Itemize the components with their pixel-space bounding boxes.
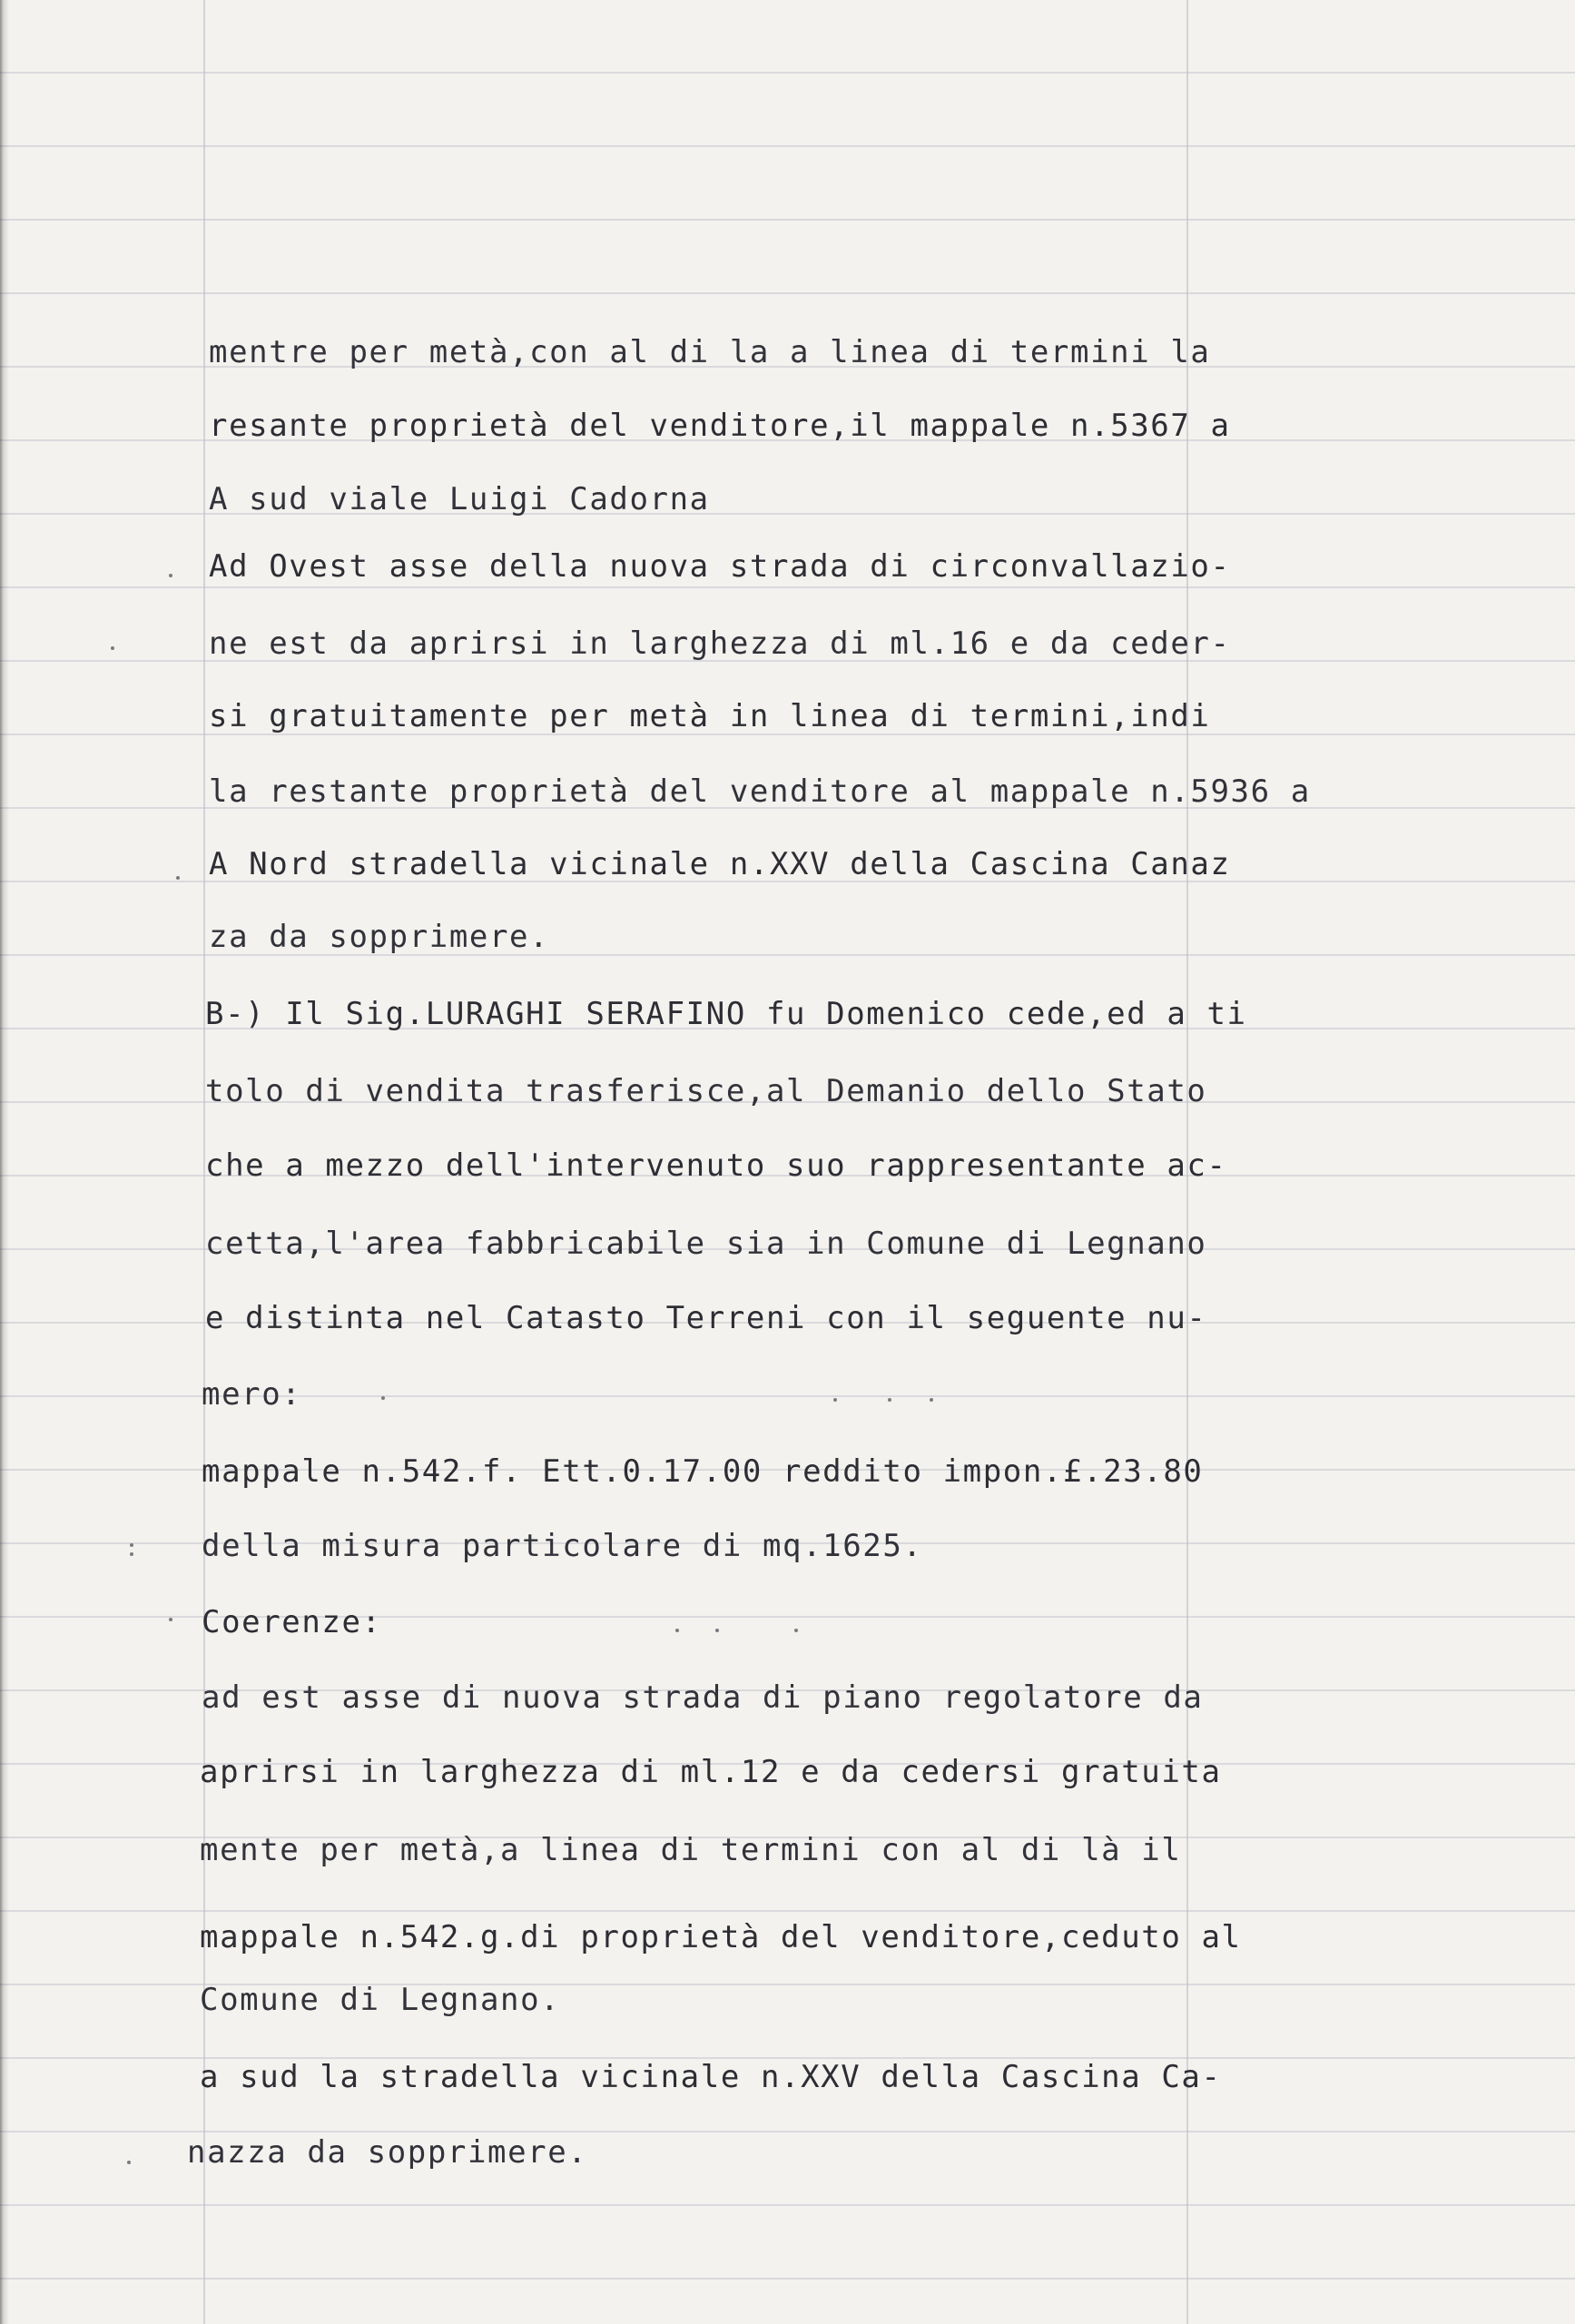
text-line: za da sopprimere. <box>209 919 550 955</box>
text-line: tolo di vendita trasferisce,al Demanio dello Stato <box>205 1073 1207 1109</box>
ink-speck <box>381 1396 385 1400</box>
ink-speck <box>715 1629 719 1632</box>
text-line: della misura particolare di mq.1625. <box>202 1528 923 1564</box>
text-line: A sud viale Luigi Cadorna <box>209 481 710 517</box>
text-line: mappale n.542.f. Ett.0.17.00 reddito impon.£.23.80 <box>202 1453 1204 1490</box>
text-line: Ad Ovest asse della nuova strada di circonvallazio- <box>209 548 1231 585</box>
text-line: mappale n.542.g.di proprietà del venditore,ceduto al <box>200 1919 1242 1955</box>
ink-speck <box>675 1629 679 1632</box>
text-line: mero: <box>202 1376 302 1413</box>
text-line: A Nord stradella vicinale n.XXV della Cascina Canaz <box>209 846 1231 882</box>
ink-speck <box>794 1629 798 1632</box>
text-line: ne est da aprirsi in larghezza di ml.16 e da ceder- <box>209 625 1231 662</box>
ink-speck <box>930 1398 933 1402</box>
text-line: mentre per metà,con al di la a linea di termini la <box>209 334 1211 370</box>
text-line: nazza da sopprimere. <box>187 2134 588 2171</box>
text-line: Coerenze: <box>202 1604 382 1640</box>
text-line: la restante proprietà del venditore al mappale n.5936 a <box>209 773 1311 810</box>
ink-speck <box>127 2161 131 2164</box>
text-line: a sud la stradella vicinale n.XXV della Cascina Ca- <box>200 2059 1222 2095</box>
text-line: che a mezzo dell'intervenuto suo rappresentante ac- <box>205 1147 1227 1184</box>
ink-speck <box>169 1618 172 1621</box>
ink-speck <box>130 1552 133 1556</box>
text-line: B-) Il Sig.LURAGHI SERAFINO fu Domenico cede,ed a ti <box>205 996 1247 1032</box>
ink-speck <box>111 646 114 650</box>
text-line: resante proprietà del venditore,il mappale n.5367 a <box>209 408 1231 444</box>
text-line: e distinta nel Catasto Terreni con il seguente nu- <box>205 1300 1207 1336</box>
text-line: cetta,l'area fabbricabile sia in Comune di Legnano <box>205 1226 1207 1262</box>
ink-speck <box>130 1543 133 1547</box>
ink-speck <box>888 1398 891 1402</box>
ink-speck <box>169 574 172 577</box>
ink-speck <box>176 876 180 880</box>
text-line: ad est asse di nuova strada di piano regolatore da <box>202 1679 1204 1716</box>
ink-speck <box>833 1398 837 1402</box>
text-line: Comune di Legnano. <box>200 1982 561 2018</box>
text-line: si gratuitamente per metà in linea di termini,indi <box>209 698 1211 734</box>
text-line: aprirsi in larghezza di ml.12 e da cedersi gratuita <box>200 1754 1222 1790</box>
text-line: mente per metà,a linea di termini con al di là il <box>200 1832 1182 1868</box>
